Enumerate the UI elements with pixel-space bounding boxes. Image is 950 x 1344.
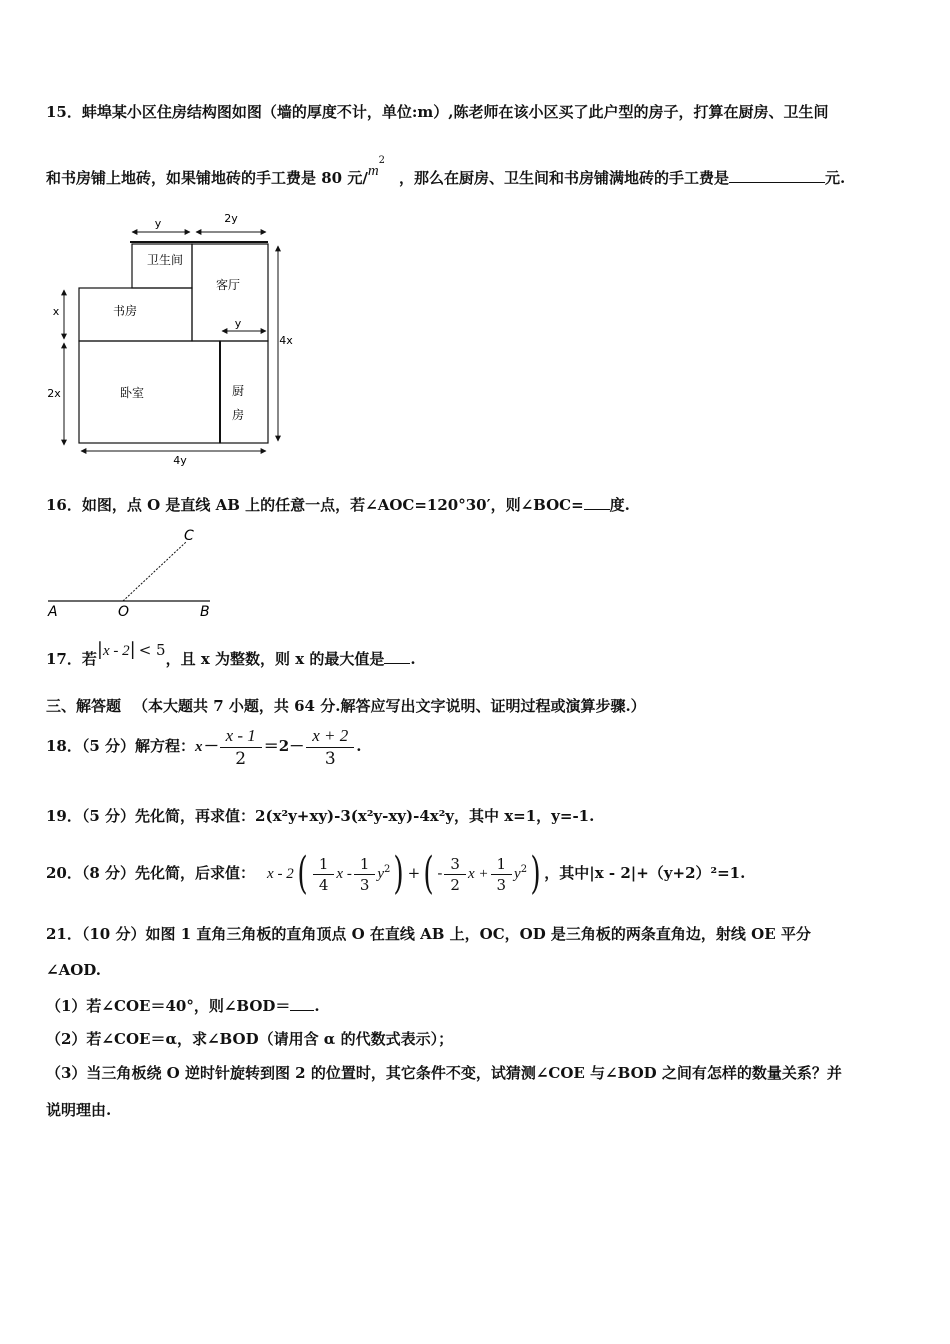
q20-t2: x - [336,866,352,882]
q15-text-a: 蚌埠某小区住房结构图如图（墙的厚度不计，单位:m）,陈老师在该小区买了此户型的房子，打算在厨房、卫生间 [81,103,829,121]
q15-line-2 [46,155,846,189]
q18-score: （5 分）解方程： [81,737,196,755]
q19-number: 19． [46,807,82,825]
room-study-label: 书房 [112,304,138,318]
q20-frac-3 [444,856,466,893]
q17-text-b: ，且 x 为整数，则 x 的最大值是 [165,650,385,668]
q15-text-b: 和书房铺上地砖，如果铺地砖的手工费是 80 元/ [46,169,368,187]
q17-answer-blank [384,648,410,664]
q20-frac-4 [491,856,513,893]
q20-f4-den: 3 [496,875,507,894]
ray-oc [123,542,186,601]
q21-line2: ∠AOD. [46,961,101,979]
q20-f2-den: 3 [359,875,370,894]
q21-line-2 [46,960,101,980]
dim-left-x-label: x [52,305,60,318]
section3-heading [46,696,646,716]
q20-number: 20． [46,864,82,882]
q20-frac-2 [354,856,376,893]
q21-line-1 [46,924,811,944]
q17-text-a: 若 [81,650,97,668]
q20-f1-den: 4 [318,875,329,894]
q20-paren-open-1: ( [297,848,308,899]
q18-number: 18． [46,737,82,755]
section3-title: 三、解答题 [46,697,122,715]
room-bathroom-label: 卫生间 [146,253,184,267]
q17-number: 17． [46,650,82,668]
room-kitchen-label-2: 房 [231,408,245,422]
dim-right-4x-label: 4x [279,334,293,347]
q20-f2-num: 1 [354,856,376,875]
q18-frac1-num: x - 1 [220,727,262,748]
q21-number: 21． [46,925,82,943]
q18-frac-2 [306,727,354,768]
q18-frac1-den: 2 [235,748,247,769]
q21-part1 [46,995,320,1016]
dim-top-y-label: y [154,217,162,230]
q20-f1-num: 1 [313,856,335,875]
q20-f4-num: 1 [491,856,513,875]
q21-part3-a: （3）当三角板绕 O 逆时针旋转到图 2 的位置时，其它条件不变，试猜测∠COE 与∠BOD 之间有怎样的数量关系？并 [46,1064,842,1082]
q19-cond: ，其中 x=1，y=-1. [454,807,595,825]
dim-left-2x-label: 2x [47,387,61,400]
room-living-label: 客厅 [215,278,241,292]
q20-t3: y [377,866,385,882]
label-o: O [118,604,130,620]
q20-cond: ，其中|x - 2|+（y+2）²=1. [544,864,746,882]
q17-text-c: . [410,650,416,668]
q16-answer-blank [584,494,610,510]
q20-t6-exp: 2 [520,864,528,875]
q21-line1: （10 分）如图 1 直角三角板的直角顶点 O 在直线 AB 上，OC，OD 是三角板的两条直角边，射线 OE 平分 [81,925,811,943]
q16-text-a: 如图，点 O 是直线 AB 上的任意一点，若∠AOC=120°30′，则∠BOC= [81,496,584,514]
dim-bottom-4y-label: 4y [173,454,187,467]
q21-part3-line-2 [46,1100,111,1120]
q20-score: （8 分）先化简，后求值： [81,864,256,882]
q15-line-1 [46,102,829,122]
q19-line [46,806,594,826]
q20-paren-close-1: ) [393,848,405,899]
q18-frac-1 [220,727,262,768]
q20-t6: y [514,866,521,882]
angle-figure [40,522,230,622]
q20-f3-num: 3 [444,856,466,875]
q18-x-minus: x－ [195,739,218,755]
q17-expr: x - 2 [102,643,130,659]
q16-line [46,494,630,515]
q20-line [46,842,745,902]
q20-paren-open-2: ( [423,848,434,899]
q15-unit-m: m [367,163,379,179]
q18-line [46,724,361,769]
room-bedroom-rect [79,341,220,443]
dim-top-2y-label: 2y [224,212,238,225]
q18-frac2-den: 3 [324,748,336,769]
q16-number: 16． [46,496,82,514]
q15-unit-exp: 2 [378,155,386,166]
q21-part1-b: . [314,997,320,1015]
q15-text-c: ，那么在厨房、卫生间和书房铺满地砖的手工费是 [399,169,730,187]
q21-part2 [46,1029,453,1049]
label-b: B [200,604,210,620]
q20-frac-1 [313,856,335,893]
q18-end: . [356,737,362,755]
q17-line: 17．若|x - 2| < 5，且 x 为整数，则 x 的最大值是 . [46,639,416,668]
room-bedroom-label: 卧室 [119,386,145,400]
q18-frac2-num: x + 2 [306,727,354,748]
dim-inner-y-label: y [234,317,242,330]
q19-expr: 2(x²y+xy)-3(x²y-xy)-4x²y [255,807,454,825]
room-kitchen-label-1: 厨 [231,384,245,398]
q19-score: （5 分）先化简，再求值： [81,807,256,825]
q20-paren-close-2: ) [530,848,541,899]
q20-t1: x - 2 [267,866,294,882]
section3-note: （本大题共 7 小题，共 64 分.解答应写出文字说明、证明过程或演算步骤.） [133,697,646,715]
q18-eq: ＝2－ [263,737,305,755]
floor-plan-figure [40,205,300,475]
q21-answer-blank [290,995,314,1011]
q15-text-d: 元. [825,169,846,187]
q20-t3-exp: 2 [384,864,391,875]
q21-part2-text: （2）若∠COE＝α，求∠BOD（请用含 α 的代数式表示）； [46,1030,454,1048]
q15-answer-blank [729,167,825,183]
label-c: C [184,528,194,544]
room-living-rect [192,244,268,341]
q16-text-b: 度. [609,496,630,514]
q20-t5: x + [467,866,489,882]
q20-f3-den: 2 [450,875,460,894]
q20-t4: - [437,864,443,882]
label-a: A [48,604,58,620]
q21-part1-a: （1）若∠COE＝40°，则∠BOD＝ [46,997,291,1015]
q20-plus: + [407,864,421,882]
q21-part3-line-1 [46,1063,842,1083]
q21-part3-b: 说明理由. [46,1101,112,1119]
q15-number: 15． [46,103,82,121]
q17-expr-tail: < 5 [138,641,166,659]
